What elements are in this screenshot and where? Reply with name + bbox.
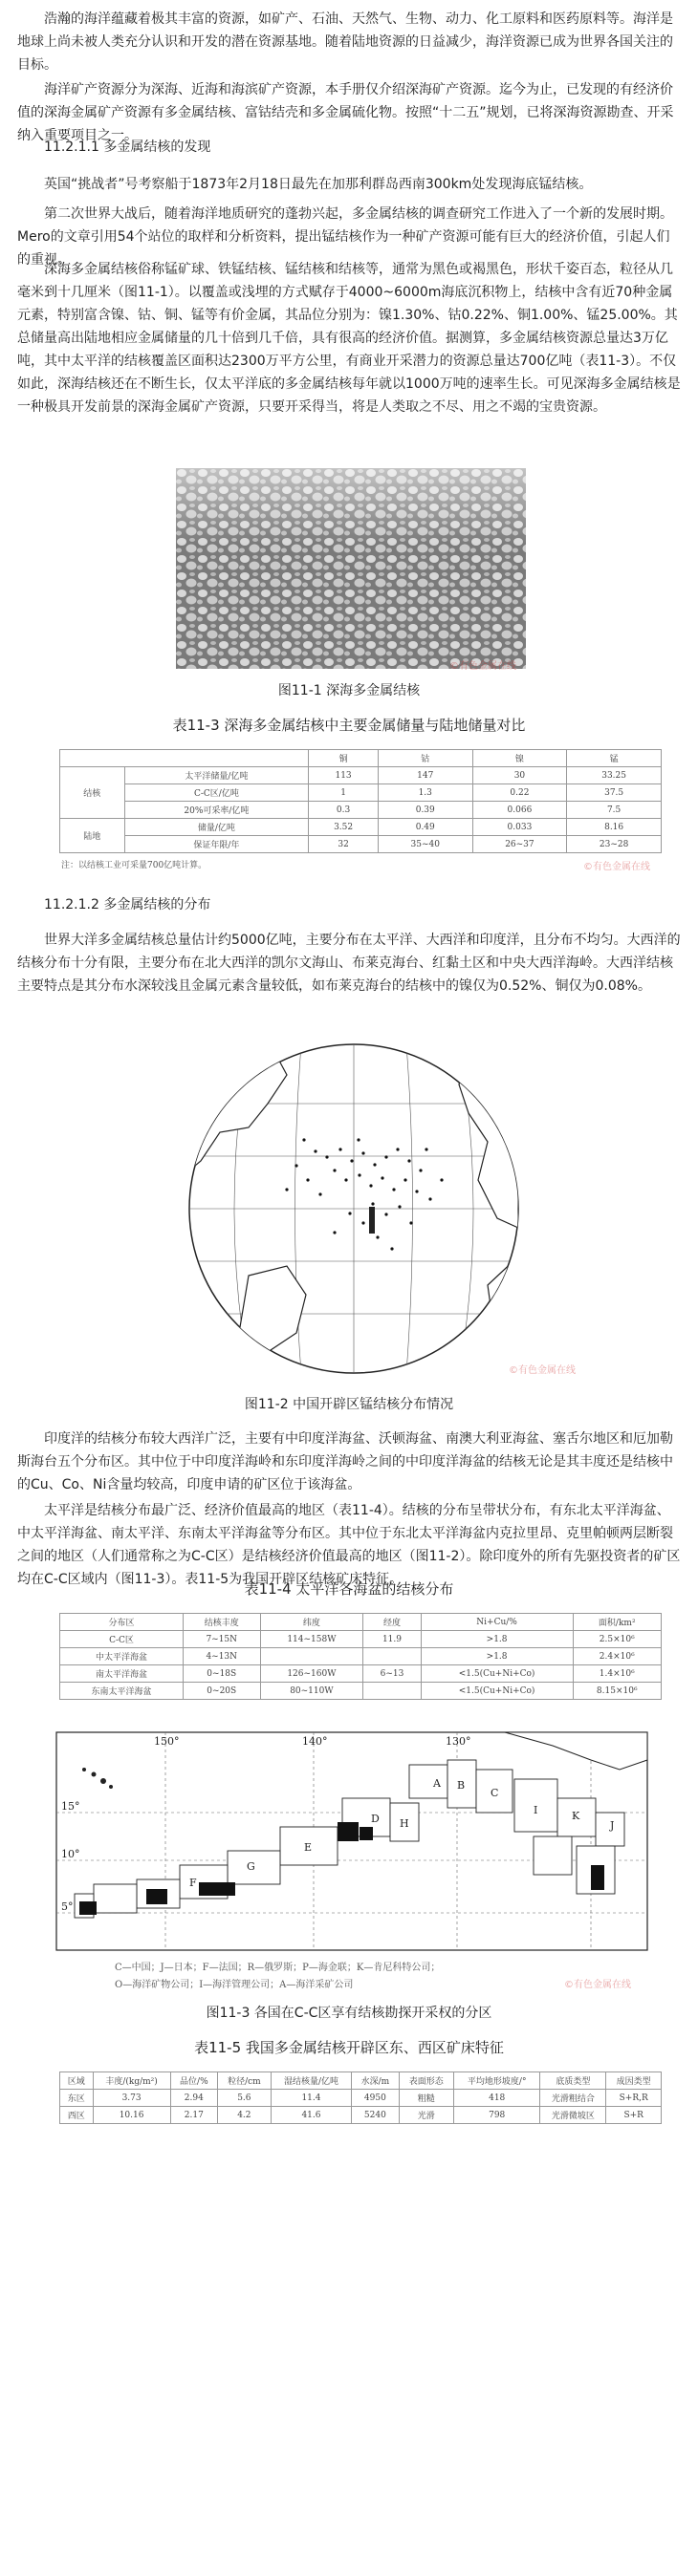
table-header-cell: 面积/km² — [573, 1614, 662, 1631]
table-header-cell: 品位/% — [170, 2072, 217, 2090]
table-header-cell: 表面形态 — [399, 2072, 454, 2090]
table-cell: 5.6 — [218, 2090, 272, 2107]
table-cell: C-C区 — [60, 1631, 184, 1648]
table-cell: 1.3 — [378, 784, 472, 802]
table-cell: 7~15N — [183, 1631, 260, 1648]
table-cell: 太平洋储量/亿吨 — [124, 767, 309, 784]
table-row — [60, 836, 662, 853]
watermark: ©有色金属在线 — [449, 661, 516, 672]
table-header-cell: 纬度 — [260, 1614, 363, 1631]
table-row — [60, 784, 662, 802]
table-11-4 — [59, 1613, 662, 1700]
row-group-label: 陆地 — [60, 819, 125, 853]
table-cell: 33.25 — [567, 767, 662, 784]
table-header-cell: 锰 — [567, 750, 662, 767]
table-cell: 32 — [309, 836, 379, 853]
table-11-3 — [59, 749, 662, 853]
table-row — [60, 819, 662, 836]
section-heading-discovery: 11.2.1.1 多金属结核的发现 — [44, 140, 211, 155]
table-cell: 0.39 — [378, 802, 472, 819]
table-cell: 4.2 — [218, 2107, 272, 2124]
table-header-cell — [60, 750, 309, 767]
table-header-cell: 水深/m — [352, 2072, 399, 2090]
cc-zone-map — [55, 1731, 648, 1951]
table-cell: 0.49 — [378, 819, 472, 836]
table-cell: 37.5 — [567, 784, 662, 802]
table-row — [60, 1665, 662, 1683]
table-cell: 0.033 — [472, 819, 567, 836]
row-group-label: 结核 — [60, 767, 125, 819]
section-heading-distribution: 11.2.1.2 多金属结核的分布 — [44, 897, 211, 912]
table-cell: 20%可采率/亿吨 — [124, 802, 309, 819]
table-cell: 3.73 — [93, 2090, 170, 2107]
table-cell: 2.5×10⁶ — [573, 1631, 662, 1648]
table-header-cell: 结核丰度 — [183, 1614, 260, 1631]
table-cell: 35~40 — [378, 836, 472, 853]
resource-classification-paragraph: 海洋矿产资源分为深海、近海和海滨矿产资源，本手册仅介绍深海矿产资源。迄今为止，已发现的有经济价值的深海金属矿产资源有多金属结核、富钴结壳和多金属硫化物。按照“十二五”规划，已将深海资源勘查、开采纳入重要项目之一。 — [17, 82, 674, 143]
table-cell: 光滑粗结合 — [540, 2090, 606, 2107]
table-cell: 10.16 — [93, 2107, 170, 2124]
table-cell: 储量/亿吨 — [124, 819, 309, 836]
table-cell: 3.52 — [309, 819, 379, 836]
figure-11-1-caption: 图11-1 深海多金属结核 — [277, 683, 421, 698]
table-header-cell: 经度 — [363, 1614, 421, 1631]
lat-label: 10° — [61, 1848, 80, 1860]
lon-label: 130° — [446, 1735, 471, 1748]
table-cell: 光滑 — [399, 2107, 454, 2124]
table-header-cell: 铜 — [309, 750, 379, 767]
map-legend-line1: C—中国；J—日本；F—法国；R—俄罗斯；P—海金联；K—肯尼科特公司； — [115, 1963, 441, 1973]
table-cell: 8.15×10⁶ — [573, 1683, 662, 1700]
table-cell: 11.4 — [271, 2090, 351, 2107]
table-row — [60, 1631, 662, 1648]
table-cell: 23~28 — [567, 836, 662, 853]
table-cell: >1.8 — [421, 1631, 573, 1648]
table-cell: 东南太平洋海盆 — [60, 1683, 184, 1700]
table-11-4-caption: 表11-4 太平洋各海盆的结核分布 — [244, 1580, 454, 1598]
table-cell: 41.6 — [271, 2107, 351, 2124]
table-header-cell: 丰度/(kg/m²) — [93, 2072, 170, 2090]
table-cell: 南太平洋海盆 — [60, 1665, 184, 1683]
lon-label: 150° — [154, 1735, 180, 1748]
lon-label: 140° — [302, 1735, 328, 1748]
table-cell: 7.5 — [567, 802, 662, 819]
table-cell: 0.3 — [309, 802, 379, 819]
table-header-cell: 区域 — [60, 2072, 94, 2090]
table-cell: 2.94 — [170, 2090, 217, 2107]
table-header-row — [60, 1614, 662, 1631]
table-cell: 26~37 — [472, 836, 567, 853]
watermark: ©有色金属在线 — [509, 1365, 576, 1376]
map-legend-line2: O—海洋矿物公司；I—海洋管理公司；A—海洋采矿公司 — [115, 1980, 354, 1990]
table-cell: 4950 — [352, 2090, 399, 2107]
lat-label: 15° — [61, 1800, 80, 1813]
table-cell: 0~20S — [183, 1683, 260, 1700]
table-cell: 东区 — [60, 2090, 94, 2107]
postwar-paragraph: 第二次世界大战后，随着海洋地质研究的蓬勃兴起，多金属结核的调查研究工作进入了一个新的发展时期。Mero的文章引用54个站位的取样和分析资料，提出锰结核作为一种矿产资源可能有巨大的经济价值，引起人们的重视。 — [17, 206, 673, 268]
region-label: A — [433, 1777, 441, 1790]
region-label: H — [400, 1817, 409, 1830]
atlantic-paragraph: 世界大洋多金属结核总量估计约5000亿吨，主要分布在太平洋、大西洋和印度洋，且分布不均匀。大西洋的结核分布十分有限，主要分布在北大西洋的凯尔文海山、布莱克海台、红黏土区和中央大西洋海岭。大西洋结核主要特点是其分布水深较浅且金属元素含量较低，如布莱克海台的结核中的镍仅为0.52%、铜仅为0.08%。 — [17, 933, 681, 994]
table-cell: 2.4×10⁶ — [573, 1648, 662, 1665]
table-header-row — [60, 750, 662, 767]
table-11-3-caption: 表11-3 深海多金属结核中主要金属储量与陆地储量对比 — [172, 717, 526, 734]
watermark: ©有色金属在线 — [564, 1980, 631, 1990]
region-label: F — [189, 1877, 197, 1889]
table-cell: 11.9 — [363, 1631, 421, 1648]
table-cell: 418 — [454, 2090, 540, 2107]
nodule-description-paragraph: 深海多金属结核俗称锰矿球、铁锰结核、锰结核和结核等，通常为黑色或褐黑色，形状千姿百态，粒径从几毫米到十几厘米（图11-1）。以覆盖或浅埋的方式赋存于4000~6000m海底沉积物上，结核中含有近70种金属元素，特别富含镍、钴、铜、锰等有价金属，其品位分别为：镍1.30%、钴0.22%、铜1.00%、锰25.00%。其总储量高出陆地相应金属储量的几十倍到几千倍，具有很高的经济价值。据测算，多金属结核资源总量达3万亿吨，其中太平洋的结核覆盖区面积达2300万平方公里，有商业开采潜力的资源总量达700亿吨（表11-3）。不仅如此，深海结核还在不断生长，仅太平洋底的多金属结核每年就以1000万吨的速率生长。可见深海多金属结核是一种极具开发前景的深海金属矿产资源，只要开采得当，将是人类取之不尽、用之不竭的宝贵资源。 — [17, 262, 681, 415]
region-label: J — [610, 1819, 615, 1832]
table-cell: <1.5(Cu+Ni+Co) — [421, 1665, 573, 1683]
region-label: G — [247, 1860, 255, 1873]
table-cell — [260, 1648, 363, 1665]
table-cell — [363, 1648, 421, 1665]
table-cell: >1.8 — [421, 1648, 573, 1665]
table-cell: 30 — [472, 767, 567, 784]
table-cell: 西区 — [60, 2107, 94, 2124]
table-cell: S+R,R — [606, 2090, 662, 2107]
table-header-cell: 成因类型 — [606, 2072, 662, 2090]
table-header-cell: 钴 — [378, 750, 472, 767]
table-header-cell: 平均地形坡度/° — [454, 2072, 540, 2090]
table-cell: 0~18S — [183, 1665, 260, 1683]
lat-label: 5° — [61, 1900, 74, 1913]
table-cell: 6~13 — [363, 1665, 421, 1683]
table-cell: 0.066 — [472, 802, 567, 819]
table-header-row — [60, 2072, 662, 2090]
region-label: I — [534, 1804, 538, 1816]
challenger-paragraph: 英国“挑战者”号考察船于1873年2月18日最先在加那利群岛西南300km处发现海底锰结核。 — [44, 177, 593, 192]
region-label: D — [371, 1813, 380, 1825]
table-cell: 4~13N — [183, 1648, 260, 1665]
table-cell: 80~110W — [260, 1683, 363, 1700]
table-cell: 113 — [309, 767, 379, 784]
table-cell: 保证年限/年 — [124, 836, 309, 853]
region-label: C — [491, 1787, 499, 1799]
table-11-5-caption: 表11-5 我国多金属结核开辟区东、西区矿床特征 — [194, 2039, 504, 2056]
table-cell: 1.4×10⁶ — [573, 1665, 662, 1683]
table-cell: 0.22 — [472, 784, 567, 802]
table-row — [60, 1683, 662, 1700]
region-label: E — [304, 1841, 313, 1854]
table-11-3-note: 注：以结核工业可采量700亿吨计算。 — [61, 861, 207, 870]
table-header-cell: Ni+Cu/% — [421, 1614, 573, 1631]
table-header-cell: 镍 — [472, 750, 567, 767]
watermark: ©有色金属在线 — [583, 862, 650, 872]
globe-map — [182, 1037, 526, 1381]
table-cell — [363, 1683, 421, 1700]
table-cell: 光滑微坡区 — [540, 2107, 606, 2124]
table-row — [60, 1648, 662, 1665]
table-cell: 2.17 — [170, 2107, 217, 2124]
indian-ocean-paragraph: 印度洋的结核分布较大西洋广泛，主要有中印度洋海盆、沃顿海盆、南澳大利亚海盆、塞舌尔地区和厄加勒斯海台五个分布区。其中位于中印度洋海岭和东印度洋海岭之间的中印度洋海盆的结核无论是其丰度还是结核中的Cu、Co、Ni含量均较高，印度申请的矿区位于该海盆。 — [17, 1431, 673, 1492]
nodule-photo — [176, 468, 526, 669]
table-cell: 126~160W — [260, 1665, 363, 1683]
figure-11-2-caption: 图11-2 中国开辟区锰结核分布情况 — [244, 1397, 454, 1412]
table-cell: C-C区/亿吨 — [124, 784, 309, 802]
table-row — [60, 767, 662, 784]
figure-11-3-caption: 图11-3 各国在C-C区享有结核勘探开采权的分区 — [206, 2006, 492, 2021]
table-header-cell: 粒径/cm — [218, 2072, 272, 2090]
intro-paragraph: 浩瀚的海洋蕴藏着极其丰富的资源，如矿产、石油、天然气、生物、动力、化工原料和医药原料等。海洋是地球上尚未被人类充分认识和开发的潜在资源基地。随着陆地资源的日益减少，海洋资源已成为世界各国关注的目标。 — [17, 11, 673, 73]
table-cell: S+R — [606, 2107, 662, 2124]
table-row — [60, 2090, 662, 2107]
table-cell: 中太平洋海盆 — [60, 1648, 184, 1665]
table-row — [60, 2107, 662, 2124]
table-11-5 — [59, 2072, 662, 2124]
table-header-cell: 底质类型 — [540, 2072, 606, 2090]
region-label: B — [457, 1779, 466, 1792]
table-cell: 798 — [454, 2107, 540, 2124]
table-cell: <1.5(Cu+Ni+Co) — [421, 1683, 573, 1700]
table-cell: 5240 — [352, 2107, 399, 2124]
table-cell: 1 — [309, 784, 379, 802]
pacific-paragraph: 太平洋是结核分布最广泛、经济价值最高的地区（表11-4）。结核的分布呈带状分布，有东北太平洋海盆、中太平洋海盆、南太平洋、东南太平洋海盆等分布区。其中位于东北太平洋海盆内克拉里昂、克里帕顿两层断裂之间的地区（人们通常称之为C-C区）是结核经济价值最高的地区（图11-2）。除印度外的所有先驱投资者的矿区均在C-C区域内（图11-3）。表11-5为我国开辟区结核矿床特征。 — [17, 1503, 681, 1587]
table-header-cell: 分布区 — [60, 1614, 184, 1631]
table-cell: 147 — [378, 767, 472, 784]
table-header-cell: 湿结核量/亿吨 — [271, 2072, 351, 2090]
table-cell: 114~158W — [260, 1631, 363, 1648]
region-label: K — [572, 1810, 580, 1822]
table-cell: 8.16 — [567, 819, 662, 836]
table-row — [60, 802, 662, 819]
table-cell: 粗糙 — [399, 2090, 454, 2107]
